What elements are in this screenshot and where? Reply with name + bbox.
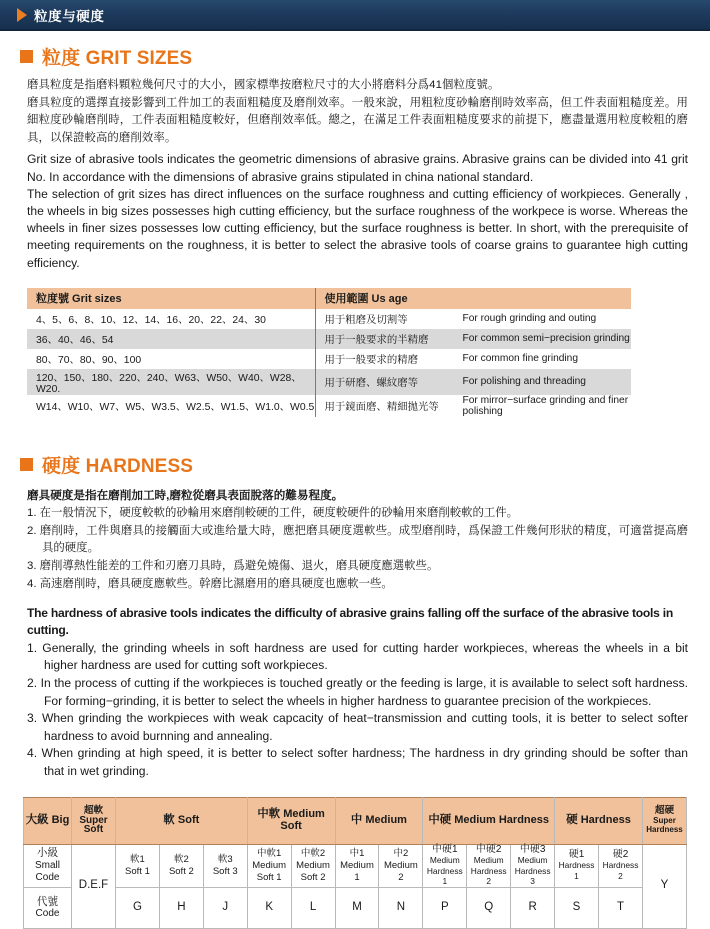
small-code-cell [116, 844, 160, 887]
code-cell: P [423, 887, 467, 928]
group-en: Super Soft [79, 814, 108, 836]
group-zh: 中 [350, 813, 363, 826]
list-item: 3. When grinding the workpieces with weak capcacity of heat−transmission and cutting tools, it is better to select softer hardness to avoid burnning and annealing. [27, 711, 688, 743]
list-item: 1. 在一般情況下，硬度較軟的砂輪用來磨削較硬的工件，硬度較硬件的砂輪用來磨削較軟的工件。 [27, 506, 519, 519]
usage-cell [315, 369, 631, 395]
small-code-cell [379, 844, 423, 887]
group-header-super-hardness [643, 797, 687, 844]
group-en: Soft [177, 813, 200, 826]
grit-cn-paragraph-2: 磨具粒度的選擇直接影響到工件加工的表面粗糙度及磨削效率。一般來說，用粗粒度砂輪磨削時效率高，但工件表面粗糙度差。用細粒度砂輪磨削時，工件表面粗糙度較好，但磨削效率低。總之，在滿足工件表面粗糙度要求的前提下，應盡量選用粒度較粗的磨具，以保證較高的磨削效率。 [27, 96, 688, 144]
code-cell: J [203, 887, 247, 928]
group-zh: 硬 [566, 813, 578, 826]
small-code-row [24, 844, 687, 887]
grit-table-header-row [27, 288, 631, 309]
small-code-zh: 中軟2 [300, 848, 326, 860]
small-code-cell [247, 844, 291, 887]
row-label-small-code [24, 844, 72, 887]
small-code-cell [555, 844, 599, 887]
grit-column-header: 粒度號 Grit sizes [27, 288, 315, 309]
small-code-zh: 軟1 [130, 854, 145, 866]
row-label-en: Code [35, 907, 60, 919]
small-code-en: Medium Hardness 3 [514, 855, 551, 887]
small-code-cell [511, 844, 555, 887]
grit-values: 36、40、46、54 [27, 329, 315, 349]
usage-cn-text: 用于研磨、螺紋磨等 [324, 378, 419, 390]
grit-sizes-table [27, 288, 631, 417]
group-en: Medium Hardness [454, 813, 549, 826]
group-header-medium-soft [247, 797, 335, 844]
grit-en-paragraph-1: Grit size of abrasive tools indicates the geometric dimensions of abrasive grains. Abrasive grains can be divided into 41 grit No. In accordance with the dimensions of abrasive grains stipulated in china national standard. [27, 152, 688, 184]
group-header-medium [335, 797, 423, 844]
grit-values: 120、150、180、220、240、W63、W50、W40、W28、W20. [27, 369, 315, 395]
usage-en-text: For polishing and threading [462, 376, 586, 388]
hardness-section-heading [0, 451, 710, 478]
hardness-grade-table [23, 797, 687, 929]
hardness-section-body [0, 487, 710, 781]
usage-en-text: For common semi−precision grinding [462, 333, 630, 345]
usage-cell [315, 329, 631, 349]
list-item: 4. When grinding at high speed, it is better to select softer hardness; The hardness in dry grinding should be softer than that in wet grinding. [27, 746, 688, 778]
code-cell: R [511, 887, 555, 928]
hardness-group-header-row [24, 797, 687, 844]
hardness-cn-lead: 磨具硬度是指在磨削加工時,磨粒從磨具表面脫落的難易程度。 [27, 488, 344, 502]
small-code-en: Hardness 2 [602, 860, 639, 882]
list-item: 2. In the process of cutting if the workpieces is touched greatly or the feeding is large, it is available to select soft hardness. For forming−grinding, it is better to select the wheels in higher hardness to guarantee precision of the workpieces. [27, 675, 688, 708]
table-row [27, 349, 631, 369]
small-code-en: Medium Soft 1 [252, 859, 287, 883]
group-en: Medium [365, 813, 407, 826]
grit-table-body [27, 309, 631, 417]
usage-en-text: For mirror−surface grinding and finer polishing [462, 394, 629, 417]
code-cell: K [247, 887, 291, 928]
grit-section-body [0, 77, 710, 272]
small-code-cell [598, 844, 642, 887]
table-row [27, 309, 631, 329]
list-item: 4. 高速磨削時，磨具硬度應軟些。幹磨比濕磨用的磨具硬度也應軟一些。 [27, 577, 393, 590]
hardness-en-list [27, 640, 688, 781]
usage-cn-text: 用于粗磨及切割等 [324, 315, 408, 327]
group-en: Hardness [580, 813, 631, 826]
page-header-bar [0, 0, 710, 31]
usage-cn-text: 用于一般要求的半精磨 [324, 335, 429, 347]
hardness-cn-list [27, 505, 688, 594]
hardness-en-lead: The hardness of abrasive tools indicates the difficulty of abrasive grains falling off the surface of the abrasive tools in cutting. [27, 605, 673, 637]
grit-section-title: 粒度 GRIT SIZES [42, 48, 193, 69]
usage-cn-text: 用于鏡面磨、精細拋光等 [324, 402, 439, 414]
small-code-zh: 中硬3 [519, 843, 546, 855]
small-code-cell [335, 844, 379, 887]
group-header-super-soft [72, 797, 116, 844]
group-zh: 超軟 [83, 805, 104, 817]
small-code-en: Medium Hardness 2 [470, 855, 507, 887]
small-code-zh: 軟2 [173, 854, 189, 866]
row-label-en: Small Code [34, 859, 60, 883]
grit-cn-paragraph-1: 磨具粒度是指磨料顆粒幾何尺寸的大小，國家標準按磨粒尺寸的大小將磨料分爲41個粒度號。 [27, 79, 500, 91]
small-code-zh: 硬2 [612, 848, 629, 860]
table-row [27, 395, 631, 417]
list-item: 1. Generally, the grinding wheels in soft hardness are used for cutting harder workpieces, whereas the wheels in a bit higher hardness are used for cutting soft workpieces. [27, 640, 688, 673]
small-code-en: Medium 2 [383, 859, 418, 883]
hardness-section-title: 硬度 HARDNESS [42, 455, 194, 477]
code-cell: G [116, 887, 160, 928]
row-label-zh: 代號 [36, 895, 59, 908]
grit-values: 4、5、6、8、10、12、14、16、20、22、24、30 [27, 309, 315, 329]
usage-en-text: For rough grinding and outing [462, 313, 597, 325]
group-zh: 軟 [163, 813, 175, 826]
small-code-en: Soft 3 [212, 865, 238, 877]
small-code-cell [467, 844, 511, 887]
group-en: Super Hardness [646, 815, 683, 835]
list-item: 3. 磨削導熱性能差的工件和刃磨刀具時，爲避免燒傷、退火，磨具硬度應選軟些。 [27, 560, 439, 573]
small-code-zh: 中硬1 [432, 843, 458, 855]
group-en: Big [51, 813, 70, 826]
group-header-big [24, 797, 72, 844]
code-cell: Q [467, 887, 511, 928]
small-code-en: Medium 1 [340, 859, 374, 883]
code-cell: S [555, 887, 599, 928]
code-row [24, 887, 687, 928]
small-code-en: Medium Hardness 1 [426, 855, 463, 887]
small-code-cell [423, 844, 467, 887]
small-code-zh: 軟3 [217, 854, 233, 866]
small-code-cell [291, 844, 335, 887]
grit-en-paragraph-2: The selection of grit sizes has direct influences on the surface roughness and cutting efficiency of workpieces. Generally , the wheels in big sizes possesses high cutting efficiency, but the surface roughness of the workpece is worse. Whereas the wheels in finer sizes possesses low cutting efficiency, but the surface roughness is better. In short, with the prerequisite of meeting requirements on the roughness, it is better to select the abrasive tools of coarse grains to guarantee high cutting efficiency. [27, 186, 688, 270]
table-row [27, 329, 631, 349]
orange-square-bullet-icon [20, 458, 33, 471]
small-code-cell [203, 844, 247, 887]
orange-square-bullet-icon [20, 50, 33, 63]
grit-values: W14、W10、W7、W5、W3.5、W2.5、W1.5、W1.0、W0.5 [27, 395, 315, 417]
page-title: 粒度与硬度 [34, 8, 105, 24]
usage-cell [315, 395, 631, 417]
super-hardness-value: Y [643, 844, 687, 928]
group-en: Medium Soft [280, 807, 325, 832]
usage-cell [315, 309, 631, 329]
small-code-cell [159, 844, 203, 887]
super-soft-value: D.E.F [72, 844, 116, 928]
group-zh: 中硬 [428, 813, 452, 826]
group-zh: 大級 [25, 813, 49, 826]
small-code-en: Medium Soft 2 [296, 859, 330, 883]
right-triangle-icon [17, 8, 27, 22]
code-cell: L [291, 887, 335, 928]
group-header-hardness [555, 797, 643, 844]
code-cell: T [598, 887, 642, 928]
usage-cell [315, 349, 631, 369]
small-code-en: Soft 1 [125, 865, 150, 877]
small-code-zh: 中1 [349, 848, 365, 860]
usage-cn-text: 用于一般要求的精磨 [324, 355, 419, 367]
code-cell: N [379, 887, 423, 928]
usage-en-text: For common fine grinding [462, 353, 579, 365]
small-code-en: Soft 2 [168, 865, 194, 877]
grit-section-heading [0, 43, 710, 70]
code-cell: M [335, 887, 379, 928]
table-row [27, 369, 631, 395]
code-cell: H [159, 887, 203, 928]
usage-column-header: 使用範圍 Us age [315, 288, 631, 309]
small-code-zh: 中軟1 [257, 848, 282, 860]
list-item: 2. 磨削時，工件與磨具的接觸面大或進给量大時，應把磨具硬度選軟些。成型磨削時，爲保證工件幾何形狀的精度，可適當提高磨具的硬度。 [27, 524, 688, 555]
hardness-table-body [24, 844, 687, 928]
row-label-code [24, 887, 72, 928]
small-code-zh: 硬1 [568, 848, 585, 860]
small-code-zh: 中2 [393, 848, 409, 860]
group-zh: 中軟 [257, 807, 281, 820]
row-label-zh: 小級 [36, 847, 59, 860]
group-header-soft [116, 797, 248, 844]
grit-values: 80、70、80、90、100 [27, 349, 315, 369]
small-code-en: Hardness 1 [558, 860, 595, 882]
group-header-medium-hardness [423, 797, 555, 844]
group-zh: 超硬 [654, 805, 675, 817]
small-code-zh: 中硬2 [475, 843, 502, 855]
